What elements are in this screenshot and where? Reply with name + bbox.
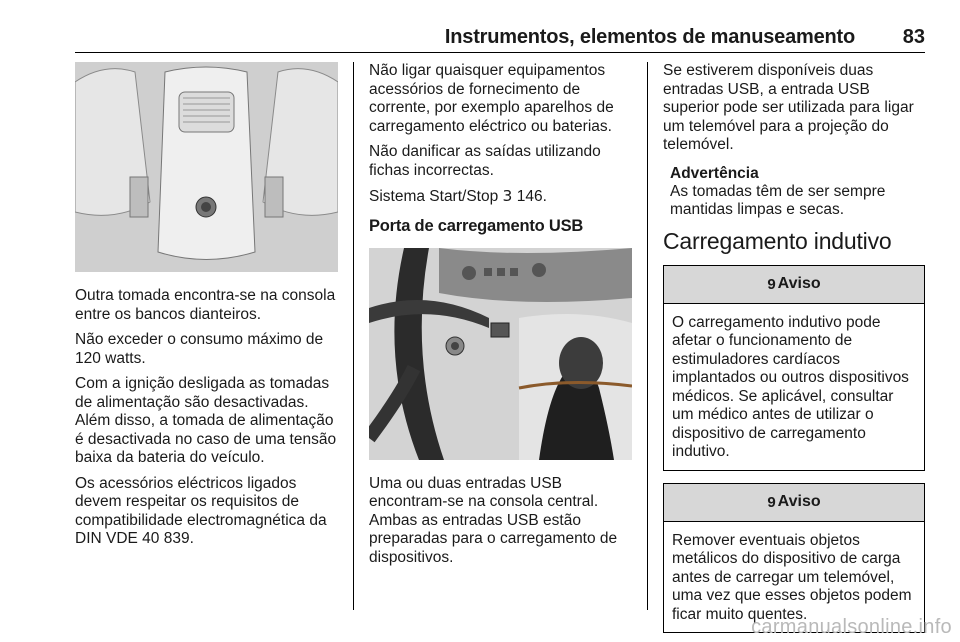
column-divider-2 [647, 62, 648, 610]
reference-text: Sistema Start/Stop [369, 188, 499, 205]
paragraph: Se estiverem disponíveis duas entradas USB, a entrada USB superior pode ser utilizada para ligar um telemóvel para a projeção do telemóvel. [663, 62, 914, 153]
watermark: carmanualsonline.info [751, 616, 952, 638]
warning-box [663, 483, 925, 634]
usb-port-photo [369, 248, 632, 460]
paragraph: Outra tomada encontra-se na consola entre os bancos dianteiros. [75, 287, 336, 323]
usb-port-console-icon [369, 248, 632, 460]
warning-text: O carregamento indutivo pode afetar o funcionamento de estimuladores cardíacos implantados ou outros dispositivos médicos. Se aplicável, consultar um médico antes de utilizar o dispositivo de carregamento indutivo. [672, 313, 909, 460]
header-title: Instrumentos, elementos de manuseamento [444, 26, 855, 48]
note-box [670, 165, 925, 220]
page-number: 83 [902, 26, 925, 48]
warning-header [664, 266, 924, 304]
warning-label: Aviso [777, 275, 821, 292]
warning-triangle-icon: 9 [767, 493, 776, 511]
warning-box [663, 265, 925, 471]
paragraph: Com a ignição desligada as tomadas de alimentação são desactivadas. Além disso, a tomada de alimentação é desactivada no caso de uma tensão baixa da bateria do veículo. [75, 375, 337, 466]
paragraph: Não exceder o consumo máximo de 120 watts. [75, 331, 324, 367]
column-1 [75, 62, 340, 556]
column-3 [663, 62, 925, 642]
column-2 [369, 62, 634, 574]
paragraph: Uma ou duas entradas USB encontram-se na consola central. Ambas as entradas USB estão preparadas para o carregamento de dispositivos. [369, 474, 618, 566]
warning-triangle-icon: 9 [767, 275, 776, 293]
paragraph: Não ligar quaisquer equipamentos acessórios de fornecimento de corrente, por exemplo aparelhos de carregamento eléctrico ou baterias. [369, 62, 614, 135]
header-rule [75, 52, 925, 53]
column-divider-1 [353, 62, 354, 610]
section-heading: Carregamento indutivo [663, 227, 892, 254]
reference-page: 146. [516, 188, 547, 205]
center-console-power-outlet-icon [75, 62, 338, 272]
usb-section-heading: Porta de carregamento USB [369, 216, 584, 235]
warning-label: Aviso [777, 493, 821, 510]
cross-reference[interactable] [369, 187, 634, 207]
reference-arrow-icon: 3 [502, 187, 513, 205]
paragraph: Não danificar as saídas utilizando fichas incorrectas. [369, 143, 601, 179]
page-header [75, 22, 925, 52]
paragraph: Os acessórios eléctricos ligados devem respeitar os requisitos de compatibilidade electromagnética da DIN VDE 40 839. [75, 474, 327, 547]
center-console-photo [75, 62, 338, 272]
note-text: As tomadas têm de ser sempre mantidas limpas e secas. [670, 182, 886, 218]
warning-header [664, 484, 924, 522]
note-title: Advertência [670, 164, 759, 182]
warning-text: Remover eventuais objetos metálicos do dispositivo de carga antes de carregar um telemóvel, uma vez que esses objetos podem ficar muito quentes. [672, 531, 912, 623]
